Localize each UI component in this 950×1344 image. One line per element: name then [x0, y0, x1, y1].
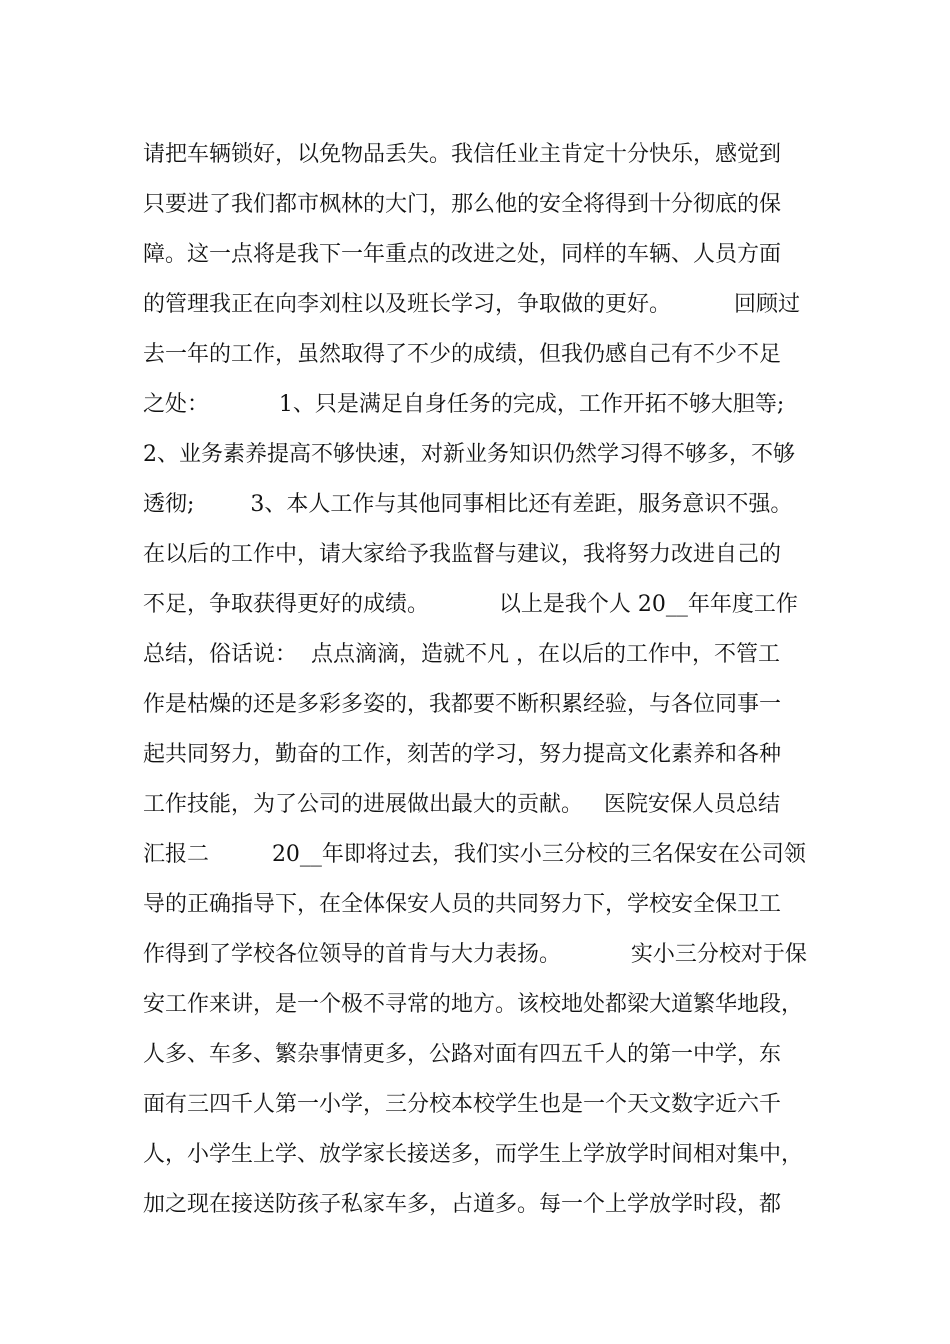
text-line: 作得到了学校各位领导的首肯与大力表扬。 实小三分校对于保 — [143, 942, 807, 967]
text-line: 透彻; 3、本人工作与其他同事相比还有差距，服务意识不强。 — [143, 492, 793, 517]
text-line: 2、业务素养提高不够快速，对新业务知识仍然学习得不够多，不够 — [143, 442, 795, 467]
text-line: 导的正确指导下，在全体保安人员的共同努力下，学校安全保卫工 — [143, 892, 782, 917]
text-line: 作是枯燥的还是多彩多姿的，我都要不断积累经验，与各位同事一 — [143, 692, 782, 717]
text-line: 只要进了我们都市枫林的大门，那么他的安全将得到十分彻底的保 — [143, 192, 782, 217]
text-line: 起共同努力，勤奋的工作，刻苦的学习，努力提高文化素养和各种 — [143, 742, 782, 767]
text-line: 工作技能，为了公司的进展做出最大的贡献。 医院安保人员总结 — [143, 792, 780, 817]
text-line: 请把车辆锁好，以免物品丢失。我信任业主肯定十分快乐，感觉到 — [143, 142, 782, 167]
text-line: 人多、车多、繁杂事情更多，公路对面有四五千人的第一中学，东 — [143, 1042, 782, 1067]
text-line: 面有三四千人第一小学，三分校本校学生也是一个天文数字近六千 — [143, 1092, 782, 1117]
text-line: 总结，俗话说： 点点滴滴，造就不凡 ，在以后的工作中，不管工 — [143, 642, 780, 667]
text-line: 不足，争取获得更好的成绩。 以上是我个人 20__年年度工作 — [143, 592, 798, 617]
text-line: 的管理我正在向李刘柱以及班长学习，争取做的更好。 回顾过 — [143, 292, 800, 317]
text-line: 汇报二 20__年即将过去，我们实小三分校的三名保安在公司领 — [143, 842, 806, 867]
text-line: 人，小学生上学、放学家长接送多，而学生上学放学时间相对集中， — [143, 1142, 804, 1167]
text-line: 加之现在接送防孩子私家车多，占道多。每一个上学放学时段，都 — [143, 1192, 782, 1217]
text-line: 在以后的工作中，请大家给予我监督与建议，我将努力改进自己的 — [143, 542, 782, 567]
text-line: 去一年的工作，虽然取得了不少的成绩，但我仍感自己有不少不足 — [143, 342, 782, 367]
text-line: 安工作来讲，是一个极不寻常的地方。该校地处都梁大道繁华地段， — [143, 992, 804, 1017]
body-text — [143, 130, 823, 1230]
text-line: 之处： 1、只是满足自身任务的完成，工作开拓不够大胆等; — [143, 392, 785, 417]
text-line: 障。这一点将是我下一年重点的改进之处，同样的车辆、人员方面 — [143, 242, 782, 267]
